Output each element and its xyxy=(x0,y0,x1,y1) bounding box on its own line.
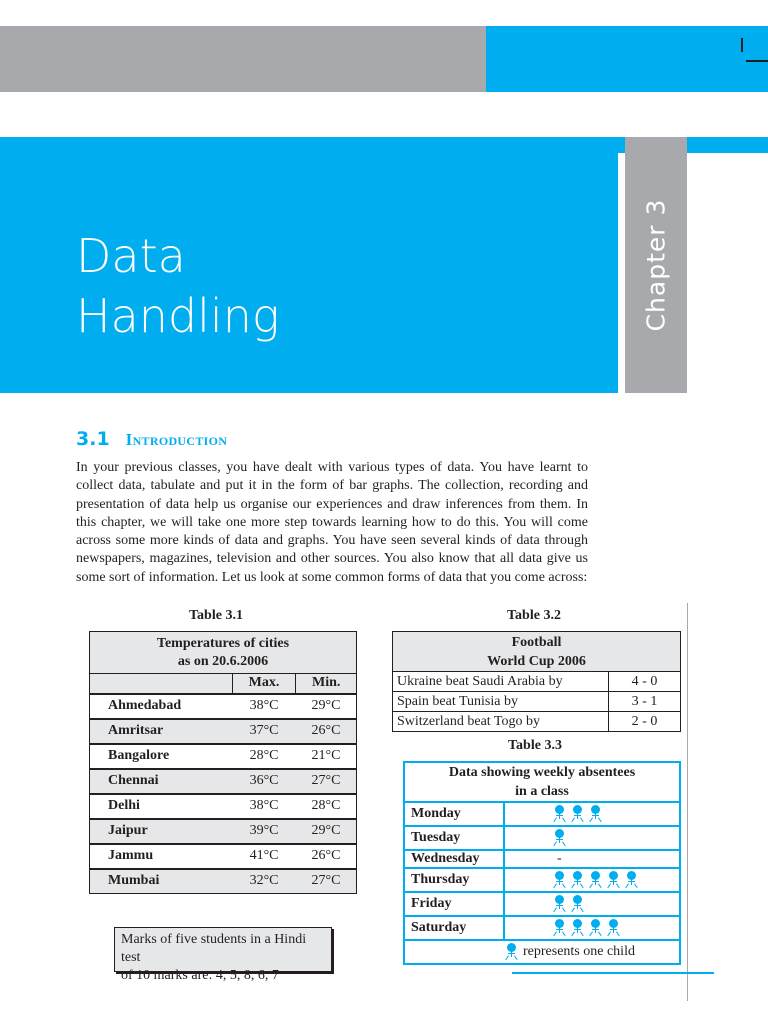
city-cell: Jaipur xyxy=(90,819,233,844)
table-row xyxy=(404,802,680,826)
city-cell: Delhi xyxy=(90,794,233,819)
margin-rule-vertical xyxy=(687,603,688,1001)
child-figure-icon xyxy=(625,871,638,889)
table3-heading-line2: in a class xyxy=(515,784,569,799)
child-figure-icon xyxy=(505,943,518,961)
table-row xyxy=(404,850,680,868)
child-figure-icon xyxy=(589,919,602,937)
section-number: 3.1 xyxy=(76,428,110,450)
legend-text: represents one child xyxy=(523,944,635,960)
table-row xyxy=(90,744,357,769)
min-cell: 28°C xyxy=(296,794,357,819)
section-title: Introduction xyxy=(125,430,228,449)
table1-heading-line2: as on 20.6.2006 xyxy=(177,653,269,669)
section-heading xyxy=(76,428,227,450)
marks-line1: Marks of five students in a Hindi test xyxy=(121,932,307,965)
score-cell: 2 - 0 xyxy=(609,712,681,732)
child-figure-icon xyxy=(607,919,620,937)
day-cell: Wednesday xyxy=(404,850,504,868)
table1-heading-line1: Temperatures of cities xyxy=(156,635,290,651)
match-cell: Switzerland beat Togo by xyxy=(393,712,609,732)
table1-col-city xyxy=(90,674,233,694)
table-row xyxy=(393,672,681,692)
match-cell: Ukraine beat Saudi Arabia by xyxy=(393,672,609,692)
city-cell: Amritsar xyxy=(90,719,233,744)
max-cell: 32°C xyxy=(232,869,296,894)
table3-heading xyxy=(404,762,680,802)
day-cell: Thursday xyxy=(404,868,504,892)
crop-mark-vertical xyxy=(741,38,743,52)
city-cell: Mumbai xyxy=(90,869,233,894)
table2-heading-line2: World Cup 2006 xyxy=(487,653,586,669)
min-cell: 26°C xyxy=(296,844,357,869)
max-cell: 41°C xyxy=(232,844,296,869)
child-figure-icon xyxy=(589,805,602,823)
legend-row xyxy=(404,940,680,964)
chapter-title-line1: Data xyxy=(76,229,186,283)
min-cell: 21°C xyxy=(296,744,357,769)
table-row xyxy=(404,892,680,916)
table-row xyxy=(90,819,357,844)
max-cell: 38°C xyxy=(232,694,296,719)
legend-cell xyxy=(404,940,680,964)
child-figure-icon xyxy=(571,805,584,823)
pictograph-cell xyxy=(504,802,680,826)
score-cell: 3 - 1 xyxy=(609,692,681,712)
max-cell: 37°C xyxy=(232,719,296,744)
pictograph-cell xyxy=(504,850,680,868)
pictograph-cell xyxy=(504,868,680,892)
day-cell: Saturday xyxy=(404,916,504,940)
header-blue-bar xyxy=(486,26,768,92)
table-row xyxy=(90,794,357,819)
match-cell: Spain beat Tunisia by xyxy=(393,692,609,712)
table2-heading xyxy=(393,632,681,672)
city-cell: Chennai xyxy=(90,769,233,794)
table2-caption: Table 3.2 xyxy=(507,608,561,623)
child-figure-icon xyxy=(553,805,566,823)
table-row xyxy=(90,869,357,894)
max-cell: 39°C xyxy=(232,819,296,844)
child-figure-icon xyxy=(571,919,584,937)
day-cell: Friday xyxy=(404,892,504,916)
table-row xyxy=(404,826,680,850)
pictograph-cell xyxy=(504,916,680,940)
pictograph-cell xyxy=(504,826,680,850)
table-row xyxy=(90,844,357,869)
table-row xyxy=(404,868,680,892)
max-cell: 28°C xyxy=(232,744,296,769)
marks-box xyxy=(114,927,332,983)
table-row xyxy=(90,769,357,794)
day-cell: Tuesday xyxy=(404,826,504,850)
max-cell: 38°C xyxy=(232,794,296,819)
child-figure-icon xyxy=(571,871,584,889)
table2-heading-line1: Football xyxy=(511,634,562,650)
table3-heading-line1: Data showing weekly absentees xyxy=(448,765,636,780)
table1-caption: Table 3.1 xyxy=(189,608,243,623)
table-row xyxy=(90,719,357,744)
min-cell: 27°C xyxy=(296,769,357,794)
max-cell: 36°C xyxy=(232,769,296,794)
table-row xyxy=(393,712,681,732)
child-figure-icon xyxy=(571,895,584,913)
banner-gap xyxy=(618,153,625,393)
header-gray-bar xyxy=(0,26,486,92)
city-cell: Bangalore xyxy=(90,744,233,769)
min-cell: 27°C xyxy=(296,869,357,894)
table-row xyxy=(90,694,357,719)
temperature-table xyxy=(89,631,357,894)
table1-heading xyxy=(90,632,357,674)
football-table xyxy=(392,631,681,732)
intro-paragraph: In your previous classes, you have dealt with various types of data. You have learnt to collect data, tabulate and put it in the form of bar graphs. The collection, recording and presentation of data help us organise our experiences and draw inferences from them. In this chapter, we will take one more step towards learning how to do this. You will come across some more kinds of data and graphs. You have seen several kinds of data through newspapers, magazines, television and other sources. You also know that all data give us some sort of information. Let us look at some common forms of data that you come across: xyxy=(76,460,588,585)
min-cell: 29°C xyxy=(296,694,357,719)
chapter-label: Chapter 3 xyxy=(641,198,671,332)
absentees-table xyxy=(403,761,681,965)
margin-rule-horizontal xyxy=(512,972,714,974)
chapter-title-line2: Handling xyxy=(76,289,280,343)
min-cell: 26°C xyxy=(296,719,357,744)
child-figure-icon xyxy=(553,919,566,937)
crop-mark-horizontal xyxy=(746,60,768,62)
city-cell: Jammu xyxy=(90,844,233,869)
table3-caption: Table 3.3 xyxy=(508,738,562,753)
score-cell: 4 - 0 xyxy=(609,672,681,692)
city-cell: Ahmedabad xyxy=(90,694,233,719)
child-figure-icon xyxy=(589,871,602,889)
min-cell: 29°C xyxy=(296,819,357,844)
chapter-title xyxy=(76,226,279,346)
empty-mark: - xyxy=(557,851,562,866)
table1-col-min: Min. xyxy=(296,674,357,694)
table-row xyxy=(393,692,681,712)
day-cell: Monday xyxy=(404,802,504,826)
child-figure-icon xyxy=(607,871,620,889)
table-row xyxy=(404,916,680,940)
child-figure-icon xyxy=(553,829,566,847)
child-figure-icon xyxy=(553,895,566,913)
marks-line2: of 10 marks are: 4, 5, 8, 6, 7 xyxy=(121,968,279,983)
table1-col-max: Max. xyxy=(232,674,296,694)
child-figure-icon xyxy=(553,871,566,889)
pictograph-cell xyxy=(504,892,680,916)
